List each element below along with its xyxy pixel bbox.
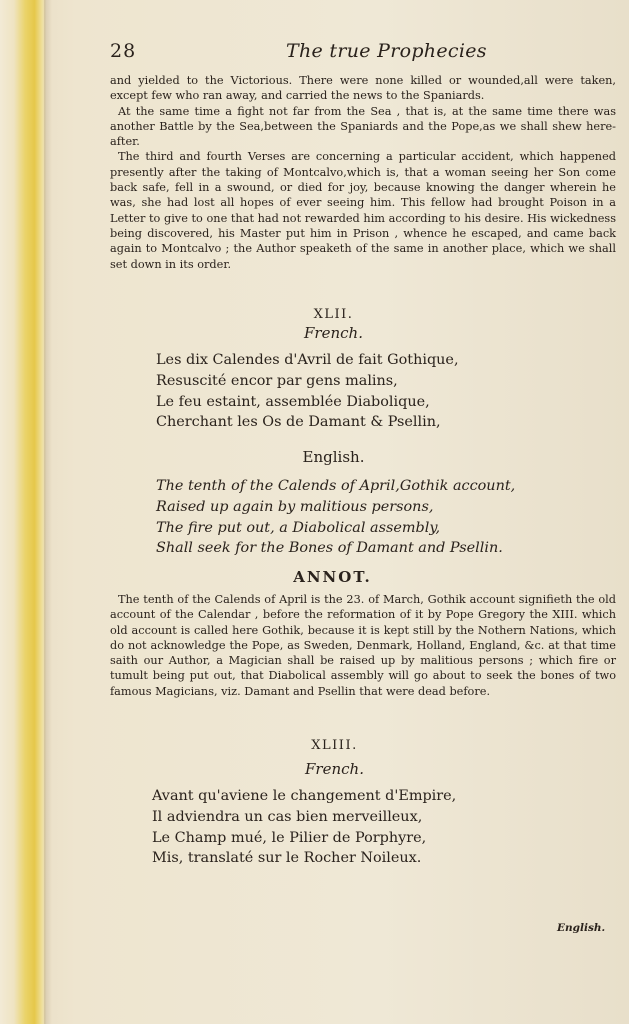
verse-line: The fire put out, a Diabolical assembly,: [156, 519, 441, 536]
verse-line: Raised up again by malitious persons,: [156, 498, 434, 515]
page-header: [110, 40, 620, 66]
quatrain-1-english-label: English.: [302, 448, 365, 466]
verse-line: Shall seek for the Bones of Damant and Psellin.: [156, 540, 503, 557]
verse-line: Les dix Calendes d'Avril de fait Gothique,: [156, 352, 459, 368]
quatrain-1-french-label: French.: [304, 324, 363, 342]
quatrain-1-numeral: XLII.: [313, 307, 354, 322]
paragraph-3: The third and fourth Verses are concerning a particular accident, which happened presently after the taking of Montcalvo,which is, that a woman seeing her Son come back safe, fell in a swound, or died for joy, because knowing the danger wherein he was, she had lost all hopes of ever seeing him. This fellow had brought Poison in a Letter to give to one that had not rewarded him according to his desire. His wickedness being discovered, his Master put him in Prison , whence he escaped, and came back again to Montcalvo ; the Author speaketh of the same in another place, which we shall set down in its order.: [110, 150, 616, 271]
running-title: The true Prophecies: [286, 40, 487, 62]
verse-line: Le Champ mué, le Pilier de Porphyre,: [152, 829, 427, 846]
gutter-shadow: [44, 0, 52, 1024]
page-gutter: [0, 0, 46, 1024]
paragraph-2: At the same time a fight not far from the Sea , that is, at the same time there was another Battle by the Sea,between the Spaniards and the Pope,as we shall shew here-after.: [110, 104, 616, 149]
verse-line: Le feu estaint, assemblée Diabolique,: [156, 393, 430, 410]
verse-line: The tenth of the Calends of April,Gothik account,: [156, 478, 516, 494]
verse-line: Cherchant les Os de Damant & Psellin,: [156, 414, 441, 431]
annot-text-block: [110, 592, 616, 699]
annot-heading: ANNOT.: [293, 568, 372, 586]
verse-line: Avant qu'aviene le changement d'Empire,: [152, 788, 457, 804]
paragraph-1: and yielded to the Victorious. There were none killed or wounded,all were taken, except few who ran away, and carried the news to the Spaniards.: [110, 74, 616, 103]
quatrain-1-english-verse: [156, 476, 515, 559]
quatrain-2-french-label: French.: [305, 760, 364, 778]
quatrain-2-numeral: XLIII.: [311, 738, 358, 753]
verse-line: Resuscité encor par gens malins,: [156, 372, 398, 389]
catchword: English.: [557, 922, 606, 934]
verse-line: Il adviendra un cas bien merveilleux,: [152, 808, 423, 825]
annot-paragraph: The tenth of the Calends of April is the 23. of March, Gothik account signifieth the old account of the Calendar , before the reformation of it by Pope Gregory the XIII. which old account is called here Gothik, because it is kept still by the Nothern Nations, which do not acknowledge the Pope, as Sweden, Denmark, Holland, England, &c. at that time saith our Author, a Magician shall be raised up by malitious persons ; which fire or tumult being put out, that Diabolical assembly will go about to seek the bones of two famous Magicians, viz. Damant and Psellin that were dead before.: [110, 593, 616, 698]
quatrain-1-french-verse: [156, 350, 459, 433]
page-number: 28: [110, 40, 137, 62]
verse-line: Mis, translaté sur le Rocher Noileux.: [152, 850, 422, 867]
quatrain-2-french-verse: [152, 786, 456, 869]
text-block-top: [110, 73, 616, 272]
